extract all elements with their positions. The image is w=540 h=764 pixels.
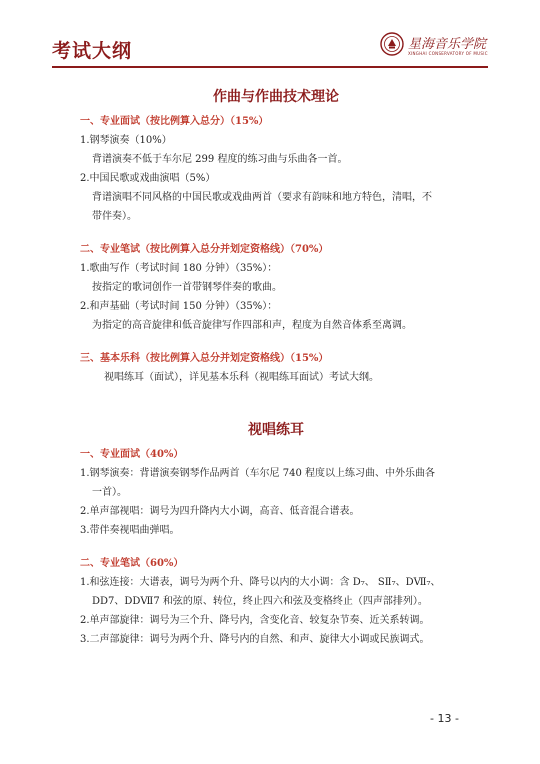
item-description: 带伴奏）。 <box>92 211 137 222</box>
section-title-composition: 作曲与作曲技术理论 <box>213 89 339 105</box>
item-description: 视唱练耳（面试），详见基本乐科（视唱练耳面试）考试大纲。 <box>104 372 379 383</box>
list-item: 2.单声部视唱：调号为四升降内大小调，高音、低音混合谱表。 <box>80 506 360 517</box>
item-description: 背谱演奏不低于车尔尼 299 程度的练习曲与乐曲各一首。 <box>92 154 348 165</box>
item-description: 按指定的歌词创作一首带钢琴伴奏的歌曲。 <box>92 282 282 293</box>
item-description: 为指定的高音旋律和低音旋律写作四部和声，程度为自然音体系至离调。 <box>92 320 412 331</box>
list-item: 1.和弦连接：大谱表，调号为两个升、降号以内的大小调：含 D₇、 SⅡ₇、DⅦ₇、 <box>80 577 441 588</box>
list-item: 1.钢琴演奏（10%） <box>80 135 172 146</box>
subhead-written: 二、专业笔试（60%） <box>80 558 184 569</box>
header-title: 考试大纲 <box>52 40 133 62</box>
item-description: DD7、DDⅦ7 和弦的原、转位，终止四六和弦及变格终止（四声部排列）。 <box>92 596 428 607</box>
logo-subtitle: XINGHAI CONSERVATORY OF MUSIC <box>408 51 488 56</box>
school-logo <box>380 32 488 62</box>
item-description: 背谱演唱不同风格的中国民歌或戏曲两首（要求有韵味和地方特色，清唱，不 <box>92 192 432 203</box>
page-number: - 13 - <box>430 712 459 725</box>
list-item: 2.和声基础（考试时间 150 分钟）（35%）： <box>80 301 278 312</box>
list-item: 1.钢琴演奏：背谱演奏钢琴作品两首（车尔尼 740 程度以上练习曲、中外乐曲各 <box>80 468 435 479</box>
subhead-interview: 一、专业面试（40%） <box>80 449 184 460</box>
list-item: 3.带伴奏视唱曲弹唱。 <box>80 525 180 536</box>
header-divider <box>52 66 488 68</box>
page-header <box>52 30 488 64</box>
list-item: 1.歌曲写作（考试时间 180 分钟）（35%）： <box>80 263 278 274</box>
logo-wordmark: 星海音乐学院 <box>408 37 487 52</box>
subhead-written: 二、专业笔试（按比例算入总分并划定资格线）（70%） <box>80 244 329 255</box>
section-title-solfeggio: 视唱练耳 <box>248 422 304 438</box>
item-description: 一首）。 <box>92 487 127 498</box>
subhead-basic: 三、基本乐科（按比例算入总分并划定资格线）（15%） <box>80 353 329 364</box>
school-seal-icon <box>380 32 404 56</box>
list-item: 3.二声部旋律：调号为两个升、降号内的自然、和声、旋律大小调或民族调式。 <box>80 634 430 645</box>
page-content <box>80 78 472 649</box>
list-item: 2.中国民歌或戏曲演唱（5%） <box>80 173 216 184</box>
list-item: 2.单声部旋律：调号为三个升、降号内，含变化音、较复杂节奏、近关系转调。 <box>80 615 430 626</box>
subhead-interview: 一、专业面试（按比例算入总分）（15%） <box>80 116 269 127</box>
